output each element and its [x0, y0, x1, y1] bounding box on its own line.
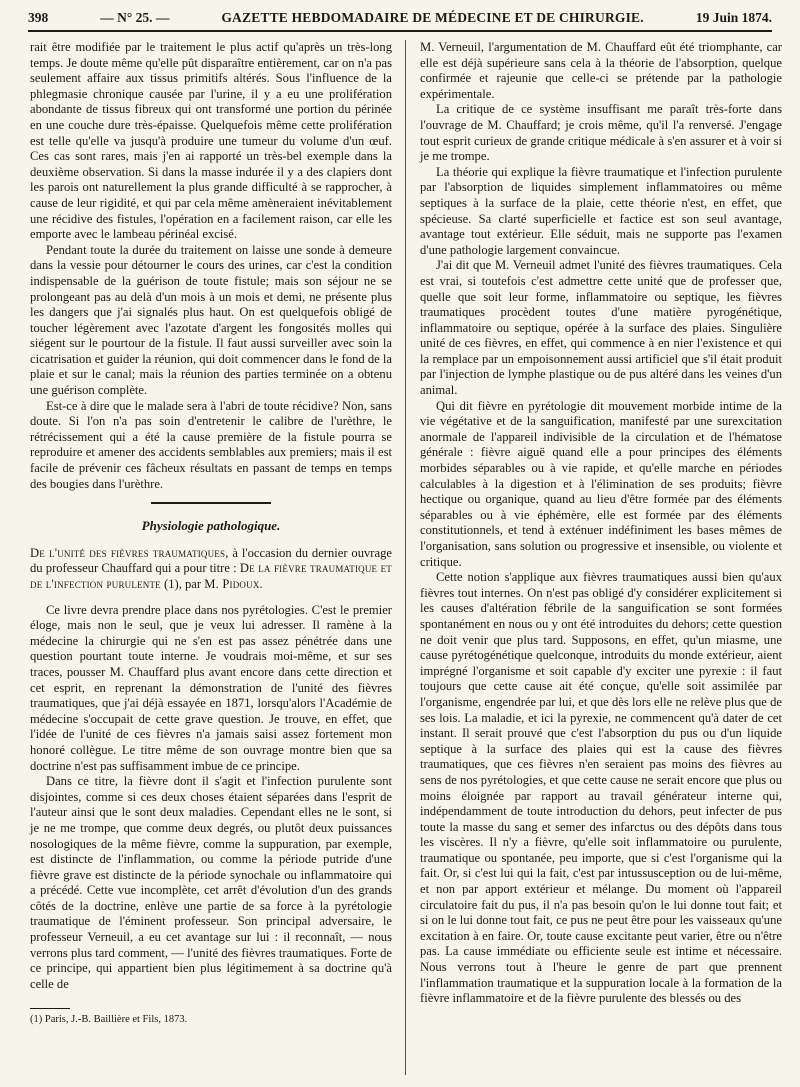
article-intro-text: (1), par [160, 577, 205, 591]
paragraph: rait être modifiée par le traitement le plus actif qu'après un très-long temps. Je doute même qu'elle pût disparaître entièrement, car on n'a pas seulement affaire aux tissus primitifs altérés. Sous l'influence de la phlegmasie chronique causée par l'urine, il y a eu une prolifération abondante de tissus fibreux qui ont transformé une portion du périnée en une couche dure très-épaisse. Quelquefois même cette prolifération est telle qu'elle va jusqu'à produire une tumeur du volume d'un œuf. Ces cas sont rares, mais j'en ai rapporté un très-bel exemple dans la deuxième observation. Si dans la masse indurée il y a des clapiers dont les parois ont naturellement la plus grande difficulté à se rapprocher, à cause de leur rigidité, et qui par cela même amèneraient inévitablement une récidive des fistules, l'opération en a facilement raison, car elle les emporte avec le lambeau périnéal excisé. [30, 40, 392, 242]
footnote-divider [30, 1008, 70, 1009]
issue-number: — N° 25. — [100, 10, 170, 25]
section-divider [151, 502, 271, 504]
section-title: Physiologie pathologique. [141, 518, 281, 534]
left-column [30, 40, 392, 1026]
paragraph: Dans ce titre, la fièvre dont il s'agit et l'infection purulente sont disjointes, comme si ces deux choses étaient séparées dans l'esprit de l'auteur ainsi que le sont deux maladies. Cependant elles ne le sont, si je ne me trompe, que comme deux degrés, ou plutôt deux puissances nosologiques de la même fièvre, comme la suppuration, par exemple, est distincte de l'inflammation, ou comme la période putride d'une fièvre grave est distincte de la période synochale ou inflammatoire qui a précédé. Cette vue incomplète, cet arrêt d'évolution d'un des grands côtés de la doctrine, enlève une partie de sa force à la pyrétologie traumatique de l'éminent professeur. Son principal adversaire, le professeur Verneuil, a eu cet avantage sur lui : il reconnaît, — nous verrons plus tard comment, — l'unité des fièvres traumatiques. Forte de ce principe, qui appartient bien plus légitimement à sa doctrine qu'à celle de [30, 774, 392, 991]
footnote: (1) Paris, J.-B. Baillière et Fils, 1873. [30, 1014, 188, 1026]
paragraph: M. Verneuil, l'argumentation de M. Chauffard eût été triomphante, car elle est déjà supérieure sans cela à la théorie de l'absorption, quelque confirmée et rajeunie que celle-ci se prétende par la pathologie expérimentale. [420, 40, 782, 101]
running-head [28, 6, 772, 32]
article-lead: De l'unité des fièvres traumatiques, [30, 545, 229, 560]
paragraph: Cette notion s'applique aux fièvres traumatiques aussi bien qu'aux fièvres tout internes. On n'est pas obligé d'y considérer explicitement si les causes d'altération fébrile de la sanguification se sont formées spontanément en nous ou y ont été introduites du dehors; cette question ne doit venir que plus tard. Supposons, en effet, qu'un miasme, une cause pyrétogénétique quelconque, introduits du monde extérieur, aient imprégné l'organisme et soit capable d'y exciter une pyrexie : il faut toujours que cette cause ait été conçue, qu'elle soit assimilée par l'organisme, engendrée par lui, et que dès lors elle ne relève plus que de ses lois. La maladie, et ici la pyrexie, ne commencent qu'à dater de cet instant. Il serait prouvé que c'est l'absorption du pus ou d'un liquide septique à la surface des plaies qui est la cause des fièvres traumatiques, que ces fièvres n'en seraient pas moins des fièvres au sens de nos pyrétologies, et que cette cause ne serait encore que plus ou moins éloignée par rapport au travail générateur interne qui, indépendamment de toute introduction du dehors, peut infecter de pus toute la masse du sang et semer des infarctus ou des dépôts dans tous les viscères. Il n'y a fièvre, qu'elle soit inflammatoire ou purulente, traumatique ou spontanée, peu importe, que si c'est l'organisme qui la fait. Or, si c'est lui qui la fait, c'est par intussusception ou de lui-même, et non par apport extérieur et mélange. Du moment où l'appareil circulatoire fait du pus, il n'a pas besoin qu'on le lui donne tout fait; et si on le lui donne tout fait, ce pus ne peut être pour les vaisseaux qu'une excitation à en faire. Or, toute cause excitante peut varier, être ou n'être pas. La cause immédiate ou efficiente seule est intime et nécessaire. Nous verrons tout à l'heure le genre de part que prennent l'inflammation traumatique et la suppuration locale à la formation de la fièvre inflammatoire et de la fièvre purulente des blessés ou des [420, 570, 782, 1006]
paragraph: Ce livre devra prendre place dans nos pyrétologies. C'est le premier éloge, mais non le seul, que je veux lui adresser. Il ramène à la médecine la chirurgie qui ne s'en est pas assez pénétrée dans une question pourtant toute interne. Je voudrais moi-même, et sur ses traces, pousser M. Chauffard plus avant encore dans cette direction et cet esprit, en reprenant la démonstration de l'unité des fièvres traumatiques, que j'ai déjà essayée en 1871, lorsqu'alors l'Académie de médecine s'occupait de cette grave question. Je trouve, en effet, que l'idée de l'unité de ces fièvres n'a jamais saisi assez fortement mon honoré collègue. Le titre même de son ouvrage montre bien que sa doctrine n'est pas suffisamment imbue de ce principe. [30, 602, 392, 773]
article-intro [30, 546, 392, 593]
paragraph: Pendant toute la durée du traitement on laisse une sonde à demeure dans la vessie pour détourner le cours des urines, car c'est la condition indispensable de la guérison de toute fistule; mais son séjour ne se prolongeant pas au delà d'un mois à un mois et demi, ne présente plus les dangers que j'ai signalés plus haut. On est quelquefois obligé de toucher légèrement avec l'azotate d'argent les fongosités molles qui siégent sur le pourtour de la fistule. Il faut aussi surveiller avec soin la cicatrisation et guider la réunion, qui doit commencer dans le fond de la plaie et sur le canal; mais la réunion des parties terminée on a obtenu une guérison complète. [30, 242, 392, 398]
book-title: De la fièvre traumatique et de l'infection purulente [30, 561, 393, 591]
paragraph: La théorie qui explique la fièvre traumatique et l'infection purulente par l'absorption de liquides simplement inflammatoires ou même septiques à la surface de la plaie, cette théorie n'est, en effet, que spécieuse. Sa clarté superficielle et factice est son seul avantage, avantage tout extérieur. Elle séduit, mais ne supporte pas l'examen d'une pathologie largement convaincue. [420, 164, 782, 257]
journal-title: GAZETTE HEBDOMADAIRE DE MÉDECINE ET DE CHIRURGIE. [221, 10, 644, 25]
issue-date: 19 Juin 1874. [695, 10, 772, 25]
page-number: 398 [28, 10, 49, 25]
column-divider [405, 40, 406, 1075]
paragraph: Qui dit fièvre en pyrétologie dit mouvement morbide intime de la vie végétative et de la sanguification, manifesté par une surexcitation anormale de l'appareil indivisible de la circulation et de l'hématose générale : fièvre aiguë quand elle a pour principes des éléments morbides séparables ou à vie rapide, et qu'elle marche en périodes calculables à la digestion et à l'élimination de ses produits; fièvre hectique ou organique, quand au lieu d'être formée par des éléments séparables ou à vie éphémère, elle est formée par des éléments constitutionnels, et tend à exténuer indéfiniment les bases mêmes de l'organisation, sans solution ou progressive et insensible, ou violente et critique. [420, 398, 782, 569]
paragraph: Est-ce à dire que le malade sera à l'abri de toute récidive? Non, sans doute. Si l'on n'a pas soin d'entretenir le calibre de l'urèthre, le rétrécissement qui a été la cause première de la fistule pourra se reproduire et amener des accidents semblables aux premiers; mais il est facile de prévenir ces fâcheux résultats en passant de temps en temps des bougies dans l'urèthre. [30, 398, 392, 491]
article-author: M. Pidoux. [204, 577, 263, 591]
paragraph: J'ai dit que M. Verneuil admet l'unité des fièvres traumatiques. Cela est vrai, si toutefois c'est admettre cette unité que de professer que, quelle que soit leur forme, inflammatoire ou septique, les fièvres traumatiques procèdent toutes d'une matière pyrogénétique, inflammatoire ou septique, opérée à la surface des plaies. Singulière unité de ces fièvres, en effet, qui commence à en nier l'existence et qui la remplace par un empoisonnement aussi artificiel que s'il était produit par l'injection de lymphe plastique ou de pus altéré dans les veines d'un animal. [420, 258, 782, 398]
article-intro-text: à l'occasion du dernier ouvrage du professeur Chauffard qui a pour titre : [30, 545, 392, 576]
paragraph: La critique de ce système insuffisant me paraît très-forte dans l'ouvrage de M. Chauffard; je crois même, qu'il l'a renversé. J'engage tout esprit curieux de grande critique médicale à s'en assurer et à voir si je me trompe. [420, 102, 782, 164]
right-column [420, 40, 782, 1007]
